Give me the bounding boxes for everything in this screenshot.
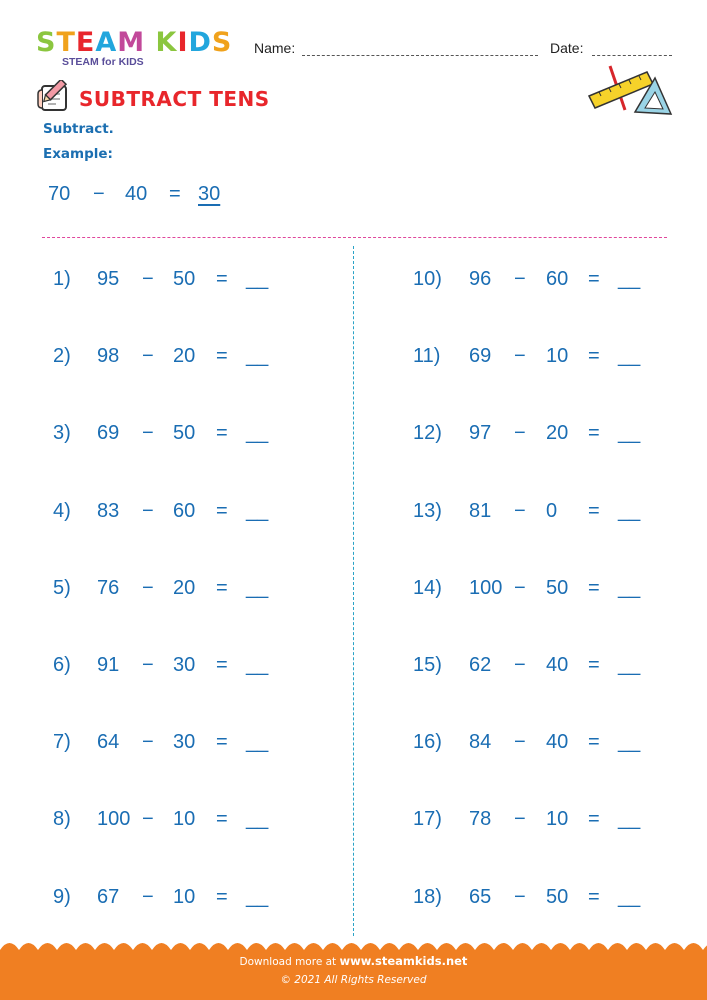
minus-sign: − bbox=[514, 345, 526, 368]
answer-blank[interactable]: __ bbox=[246, 499, 269, 522]
logo-letter: S bbox=[211, 27, 233, 58]
minus-sign: − bbox=[514, 499, 526, 522]
example-answer: 30 bbox=[198, 183, 221, 205]
equals-sign: = bbox=[588, 731, 600, 754]
answer-blank[interactable]: __ bbox=[618, 885, 641, 908]
problem-number: 12) bbox=[413, 422, 442, 445]
minus-sign: − bbox=[514, 885, 526, 908]
problem-operand-b: 10 bbox=[546, 808, 569, 831]
minus-sign: − bbox=[514, 731, 526, 754]
problem-operand-b: 20 bbox=[173, 576, 196, 599]
problem-number: 18) bbox=[413, 885, 442, 908]
problem-operand-b: 20 bbox=[173, 345, 196, 368]
problem-number: 17) bbox=[413, 808, 442, 831]
example-equation bbox=[0, 183, 707, 209]
equals-sign: = bbox=[216, 268, 228, 290]
answer-blank[interactable]: __ bbox=[618, 576, 641, 599]
problem-operand-a: 98 bbox=[97, 345, 120, 368]
footer-download bbox=[0, 954, 707, 968]
minus-sign: − bbox=[142, 654, 154, 676]
equals-sign: = bbox=[588, 885, 600, 908]
answer-blank[interactable]: __ bbox=[246, 422, 269, 445]
minus-sign: − bbox=[142, 268, 154, 290]
problem-row bbox=[0, 268, 707, 294]
problem-operand-a: 81 bbox=[469, 499, 492, 522]
ruler-set-square-icon bbox=[585, 62, 675, 121]
problem-operand-a: 100 bbox=[97, 808, 131, 831]
logo-letter: T bbox=[56, 27, 76, 58]
problem-number: 4) bbox=[53, 499, 71, 522]
answer-blank[interactable]: __ bbox=[618, 499, 641, 522]
problem-operand-a: 64 bbox=[97, 731, 120, 754]
logo-letter: M bbox=[117, 27, 146, 58]
problem-number: 16) bbox=[413, 731, 442, 754]
example-label: Example: bbox=[43, 146, 113, 162]
answer-blank[interactable]: __ bbox=[246, 268, 269, 290]
problem-number: 5) bbox=[53, 576, 71, 599]
problem-number: 14) bbox=[413, 576, 442, 599]
problem-number: 9) bbox=[53, 885, 71, 908]
answer-blank[interactable]: __ bbox=[246, 576, 269, 599]
date-label: Date: bbox=[550, 40, 584, 56]
problem-number: 7) bbox=[53, 731, 71, 754]
problem-operand-b: 60 bbox=[546, 268, 569, 290]
minus-sign: − bbox=[514, 576, 526, 599]
example-operand-b: 40 bbox=[125, 183, 148, 205]
problem-operand-b: 40 bbox=[546, 654, 569, 676]
problem-row bbox=[0, 808, 707, 834]
name-label: Name: bbox=[254, 40, 296, 56]
answer-blank[interactable]: __ bbox=[618, 654, 641, 676]
footer-download-prefix: Download more at bbox=[239, 956, 340, 968]
problem-operand-b: 50 bbox=[173, 422, 196, 445]
problem-number: 2) bbox=[53, 345, 71, 368]
equals-sign: = bbox=[588, 345, 600, 368]
problem-operand-b: 30 bbox=[173, 654, 196, 676]
example-operand-a: 70 bbox=[48, 183, 71, 205]
problem-operand-a: 78 bbox=[469, 808, 492, 831]
problem-number: 13) bbox=[413, 499, 442, 522]
answer-blank[interactable]: __ bbox=[618, 268, 641, 290]
problem-operand-b: 10 bbox=[546, 345, 569, 368]
problem-row bbox=[0, 500, 707, 526]
equals-sign: = bbox=[588, 268, 600, 290]
equals-sign: = bbox=[588, 808, 600, 831]
minus-sign: − bbox=[142, 345, 154, 368]
example-equals: = bbox=[169, 183, 181, 205]
equals-sign: = bbox=[216, 731, 228, 754]
minus-sign: − bbox=[142, 499, 154, 522]
problem-operand-a: 69 bbox=[469, 345, 492, 368]
equals-sign: = bbox=[216, 808, 228, 831]
problem-operand-b: 20 bbox=[546, 422, 569, 445]
minus-sign: − bbox=[514, 654, 526, 676]
logo-letter bbox=[145, 27, 155, 58]
problem-number: 8) bbox=[53, 808, 71, 831]
problem-operand-a: 69 bbox=[97, 422, 120, 445]
answer-blank[interactable]: __ bbox=[246, 885, 269, 908]
equals-sign: = bbox=[216, 422, 228, 445]
logo-letter: D bbox=[188, 27, 212, 58]
footer-site-link[interactable]: www.steamkids.net bbox=[339, 954, 468, 968]
equals-sign: = bbox=[588, 499, 600, 522]
equals-sign: = bbox=[216, 885, 228, 908]
equals-sign: = bbox=[216, 576, 228, 599]
worksheet-pencil-icon bbox=[36, 80, 74, 118]
answer-blank[interactable]: __ bbox=[618, 731, 641, 754]
problem-operand-a: 83 bbox=[97, 499, 120, 522]
logo-letter: A bbox=[95, 27, 118, 58]
logo-title bbox=[36, 28, 232, 58]
problem-number: 11) bbox=[413, 345, 441, 368]
problem-operand-b: 50 bbox=[546, 885, 569, 908]
problem-operand-b: 10 bbox=[173, 885, 196, 908]
answer-blank[interactable]: __ bbox=[618, 808, 641, 831]
minus-sign: − bbox=[142, 731, 154, 754]
logo-letter: S bbox=[36, 27, 57, 58]
logo-letter: I bbox=[177, 27, 189, 58]
logo-subtitle: STEAM for KIDS bbox=[62, 56, 144, 68]
problem-number: 15) bbox=[413, 654, 442, 676]
problem-row bbox=[0, 886, 707, 912]
problem-number: 1) bbox=[53, 268, 71, 290]
problem-operand-a: 65 bbox=[469, 885, 492, 908]
problem-number: 6) bbox=[53, 654, 71, 676]
worksheet-title: SUBTRACT TENS bbox=[79, 87, 270, 111]
answer-blank[interactable]: __ bbox=[618, 345, 641, 368]
problem-row bbox=[0, 422, 707, 448]
equals-sign: = bbox=[216, 345, 228, 368]
problem-operand-a: 95 bbox=[97, 268, 120, 290]
equals-sign: = bbox=[588, 422, 600, 445]
horizontal-divider bbox=[42, 237, 667, 238]
footer-copyright: © 2021 All Rights Reserved bbox=[280, 974, 427, 986]
answer-blank[interactable]: __ bbox=[246, 731, 269, 754]
minus-sign: − bbox=[514, 422, 526, 445]
date-field[interactable] bbox=[592, 55, 672, 56]
instruction-text: Subtract. bbox=[43, 121, 114, 137]
answer-blank[interactable]: __ bbox=[246, 654, 269, 676]
problem-operand-a: 76 bbox=[97, 576, 120, 599]
problem-operand-b: 50 bbox=[173, 268, 196, 290]
equals-sign: = bbox=[588, 654, 600, 676]
problem-operand-b: 30 bbox=[173, 731, 196, 754]
problem-operand-b: 10 bbox=[173, 808, 196, 831]
problem-row bbox=[0, 654, 707, 680]
example-minus: − bbox=[93, 183, 105, 205]
problem-operand-b: 50 bbox=[546, 576, 569, 599]
problem-row bbox=[0, 345, 707, 371]
problem-operand-b: 0 bbox=[546, 499, 558, 522]
problem-operand-a: 67 bbox=[97, 885, 120, 908]
logo-letter: E bbox=[75, 27, 96, 58]
answer-blank[interactable]: __ bbox=[246, 345, 269, 368]
problem-number: 10) bbox=[413, 268, 442, 290]
problem-operand-a: 91 bbox=[97, 654, 120, 676]
problem-number: 3) bbox=[53, 422, 71, 445]
minus-sign: − bbox=[142, 422, 154, 445]
equals-sign: = bbox=[216, 499, 228, 522]
logo-letter: K bbox=[155, 27, 178, 58]
minus-sign: − bbox=[514, 808, 526, 831]
equals-sign: = bbox=[216, 654, 228, 676]
minus-sign: − bbox=[514, 268, 526, 290]
equals-sign: = bbox=[588, 576, 600, 599]
problem-operand-a: 84 bbox=[469, 731, 492, 754]
problem-operand-b: 40 bbox=[546, 731, 569, 754]
problem-row bbox=[0, 731, 707, 757]
minus-sign: − bbox=[142, 808, 154, 831]
minus-sign: − bbox=[142, 576, 154, 599]
answer-blank[interactable]: __ bbox=[246, 808, 269, 831]
problem-operand-a: 97 bbox=[469, 422, 492, 445]
name-field[interactable] bbox=[302, 55, 538, 56]
minus-sign: − bbox=[142, 885, 154, 908]
problem-operand-a: 100 bbox=[469, 576, 503, 599]
problem-row bbox=[0, 577, 707, 603]
answer-blank[interactable]: __ bbox=[618, 422, 641, 445]
problem-operand-b: 60 bbox=[173, 499, 196, 522]
problem-operand-a: 96 bbox=[469, 268, 492, 290]
footer-bar bbox=[0, 950, 707, 1000]
problem-operand-a: 62 bbox=[469, 654, 492, 676]
steam-kids-logo bbox=[36, 28, 232, 68]
